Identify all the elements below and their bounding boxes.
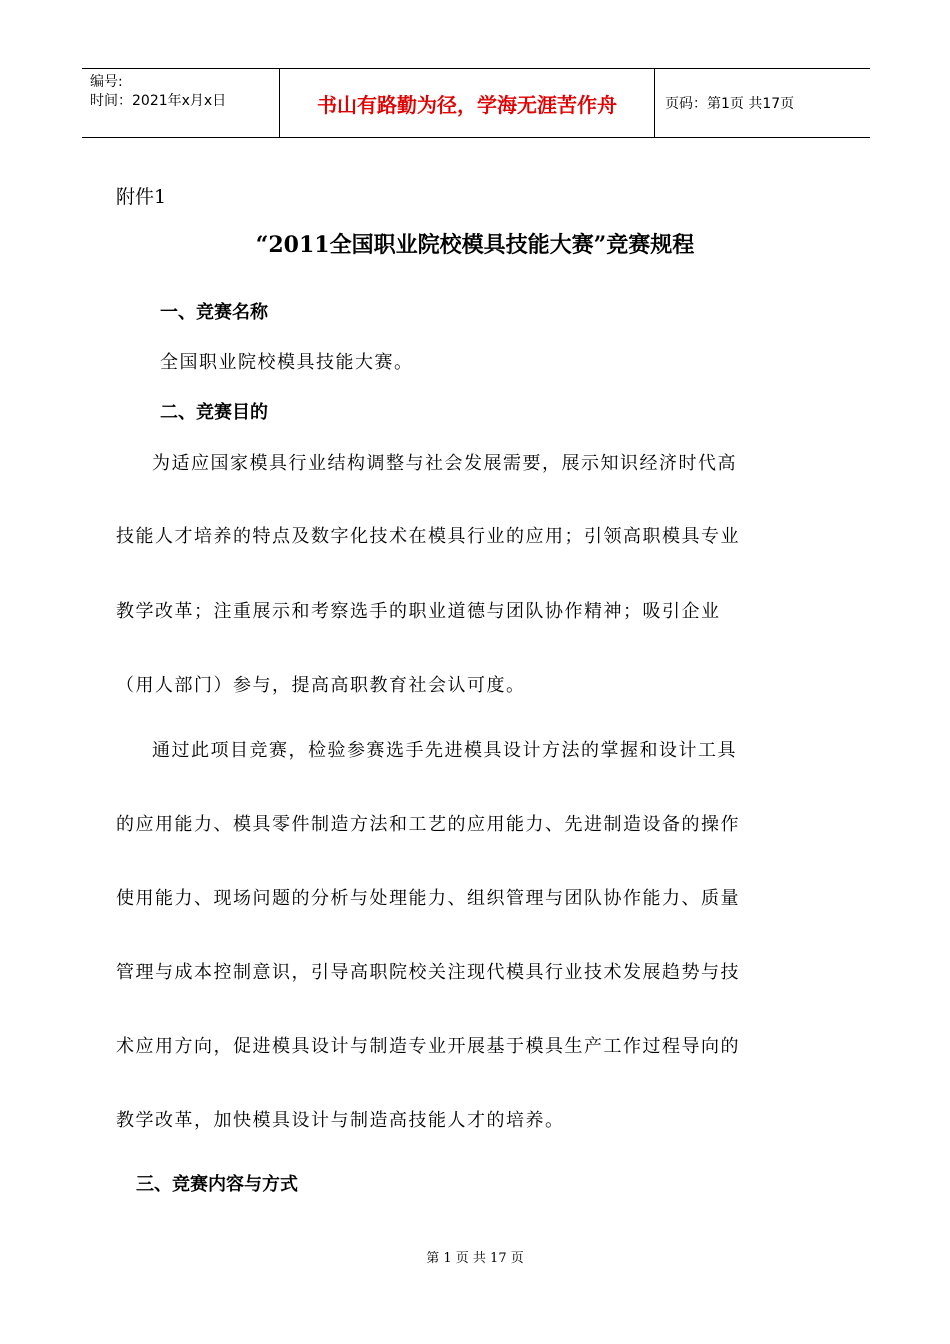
paragraph-line: 技能人才培养的特点及数字化技术在模具行业的应用；引领高职模具专业: [116, 526, 740, 547]
paragraph-line: 术应用方向，促进模具设计与制造专业开展基于模具生产工作过程导向的: [116, 1036, 740, 1057]
paragraph-line: 管理与成本控制意识，引导高职院校关注现代模具行业技术发展趋势与技: [116, 962, 740, 983]
paragraph-line: 为适应国家模具行业结构调整与社会发展需要，展示知识经济时代高: [152, 453, 737, 474]
paragraph-line: 的应用能力、模具零件制造方法和工艺的应用能力、先进制造设备的操作: [116, 814, 740, 835]
paragraph-line: 教学改革；注重展示和考察选手的职业道德与团队协作精神；吸引企业: [116, 601, 721, 622]
page-footer: 第 1 页 共 17 页: [426, 1251, 524, 1266]
paragraph-line: 使用能力、现场问题的分析与处理能力、组织管理与团队协作能力、质量: [116, 888, 740, 909]
header-page-info: 页码：第1页 共17页: [665, 96, 795, 112]
header-left-cell: [82, 69, 280, 137]
number-label: 编号:: [90, 74, 123, 90]
attachment-label: 附件1: [116, 186, 167, 208]
paragraph-line: （用人部门）参与，提高高职教育社会认可度。: [116, 675, 526, 696]
time-label: 时间：2021年x月x日: [90, 93, 227, 109]
header-table: [82, 68, 870, 138]
section-3-heading: 三、竞赛内容与方式: [136, 1174, 298, 1195]
paragraph-line: 通过此项目竞赛，检验参赛选手先进模具设计方法的掌握和设计工具: [152, 740, 737, 761]
section-2-heading: 二、竞赛目的: [160, 402, 268, 423]
section-1-heading: 一、竞赛名称: [160, 302, 268, 323]
header-motto: 书山有路勤为径，学海无涯苦作舟: [280, 69, 655, 137]
paragraph-line: 教学改革，加快模具设计与制造高技能人才的培养。: [116, 1110, 565, 1131]
section-1-text: 全国职业院校模具技能大赛。: [160, 352, 414, 373]
document-title: “2011全国职业院校模具技能大赛”竞赛规程: [255, 232, 695, 258]
